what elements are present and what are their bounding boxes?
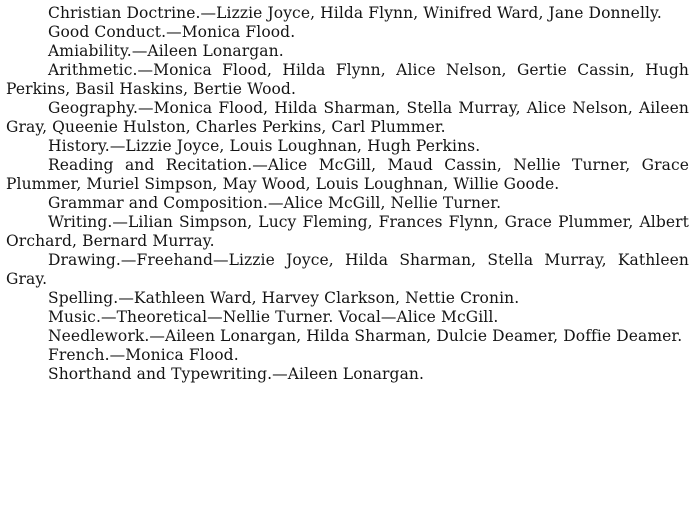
prize-entry-reading-recitation: Reading and Recitation.—Alice McGill, Maud Cassin, Nellie Turner, Grace Plummer, Muriel Simpson, May Wood, Louis Loughnan, Willie Goode. <box>6 156 689 193</box>
prize-entry-arithmetic: Arithmetic.—Monica Flood, Hilda Flynn, Alice Nelson, Gertie Cassin, Hugh Perkins, Basil Haskins, Bertie Wood. <box>6 61 689 98</box>
prize-entry-french: French.—Monica Flood. <box>48 346 239 364</box>
prize-entry-amiability: Amiability.—Aileen Lonargan. <box>48 42 284 60</box>
prize-entry-needlework: Needlework.—Aileen Lonargan, Hilda Sharman, Dulcie Deamer, Doffie Deamer. <box>48 327 683 345</box>
prize-entry-grammar-composition: Grammar and Composition.—Alice McGill, Nellie Turner. <box>48 194 502 212</box>
prize-entry-history: History.—Lizzie Joyce, Louis Loughnan, Hugh Perkins. <box>48 137 481 155</box>
prize-entry-good-conduct: Good Conduct.—Monica Flood. <box>48 23 296 41</box>
prize-entry-drawing: Drawing.—Freehand—Lizzie Joyce, Hilda Sharman, Stella Murray, Kathleen Gray. <box>6 251 689 288</box>
prize-entry-christian-doctrine: Christian Doctrine.—Lizzie Joyce, Hilda Flynn, Winifred Ward, Jane Donnelly. <box>48 4 662 22</box>
prize-entry-writing: Writing.—Lilian Simpson, Lucy Fleming, Frances Flynn, Grace Plummer, Albert Orchard, Bernard Murray. <box>6 213 689 250</box>
prize-entry-geography: Geography.—Monica Flood, Hilda Sharman, Stella Murray, Alice Nelson, Aileen Gray, Queenie Hulston, Charles Perkins, Carl Plummer. <box>6 99 689 136</box>
prize-entry-shorthand-typewriting: Shorthand and Typewriting.—Aileen Lonargan. <box>48 365 425 383</box>
prize-entry-spelling: Spelling.—Kathleen Ward, Harvey Clarkson, Nettie Cronin. <box>48 289 520 307</box>
prize-entry-music: Music.—Theoretical—Nellie Turner. Vocal—Alice McGill. <box>48 308 499 326</box>
